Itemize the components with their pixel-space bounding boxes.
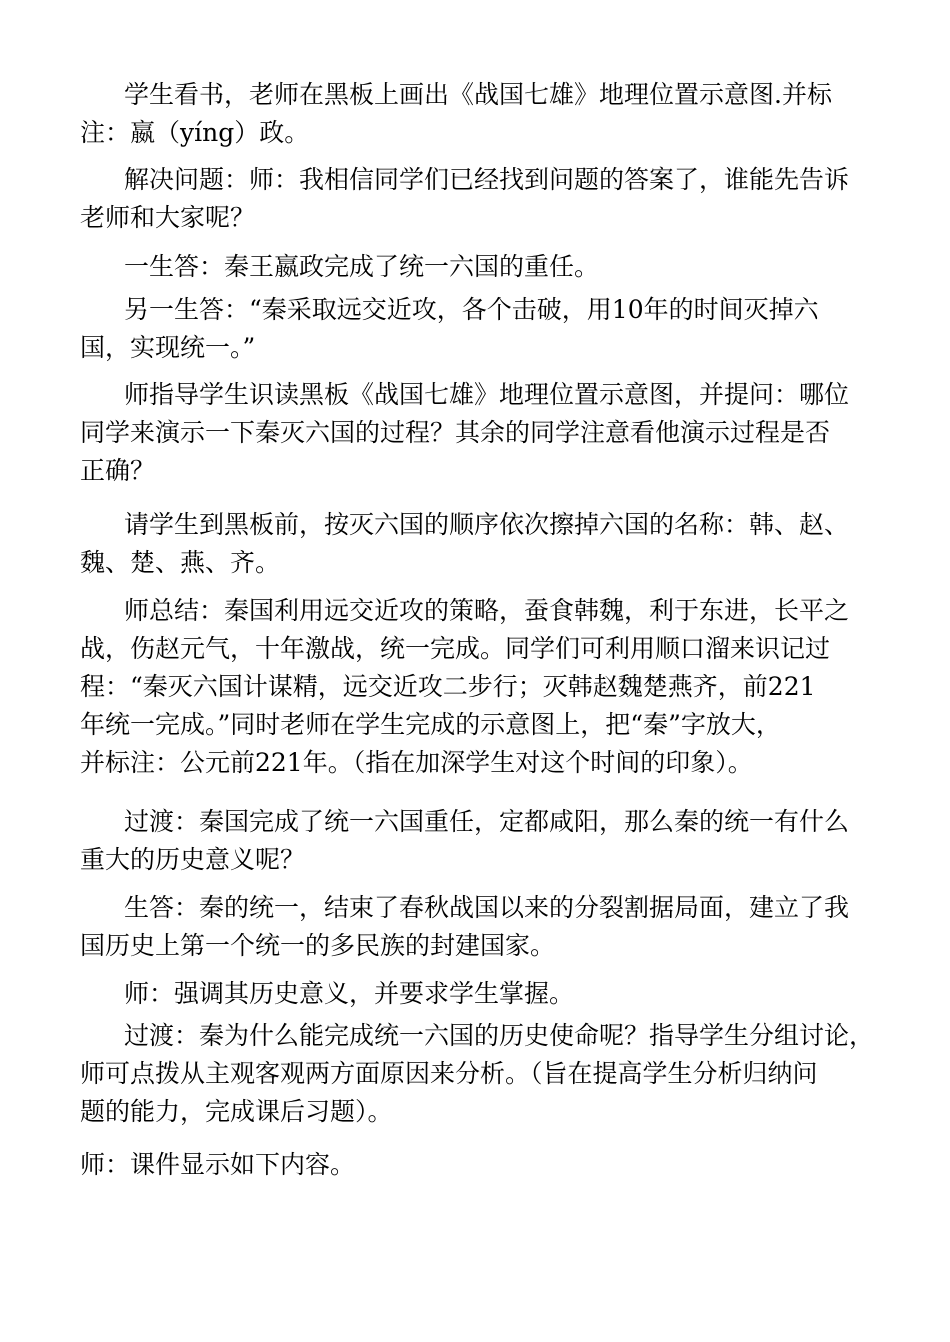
text-line: 正确？ [80,456,156,485]
text-line: 一生答：秦王嬴政完成了统一六国的重任。 [124,252,600,281]
paragraph-student-answer-1 [80,248,880,286]
text-line: 过渡：秦国完成了统一六国重任，定都咸阳，那么秦的统一有什么 [124,807,850,836]
paragraph-transition-significance [80,803,880,879]
paragraph-solve-question [80,161,880,237]
text-line: 另一生答：“秦采取远交近攻，各个击破，用10年的时间灭掉六 [124,295,819,324]
text-line: 同学来演示一下秦灭六国的过程？其余的同学注意看他演示过程是否 [80,418,831,447]
text-line: 过渡：秦为什么能完成统一六国的历史使命呢？指导学生分组讨论， [124,1021,875,1050]
text-line: 程：“秦灭六国计谋精，远交近攻二步行；灭韩赵魏楚燕齐，前221 [80,672,816,701]
text-line: 生答：秦的统一，结束了春秋战国以来的分裂割据局面，建立了我 [124,893,850,922]
text-line: 解决问题：师：我相信同学们已经找到问题的答案了，谁能先告诉 [124,165,850,194]
paragraph-teacher-summary [80,592,880,782]
text-line: 老师和大家呢？ [80,203,256,232]
text-line: 国历史上第一个统一的多民族的封建国家。 [80,931,556,960]
paragraph-student-significance [80,889,880,965]
text-line: 注：嬴（yíng）政。 [80,118,310,147]
text-line: 并标注：公元前221年。（指在加深学生对这个时间的印象）。 [80,748,753,777]
text-line: 师总结：秦国利用远交近攻的策略，蚕食韩魏，利于东进，长平之 [124,596,850,625]
text-line: 题的能力，完成课后习题）。 [80,1097,393,1126]
text-line: 魏、楚、燕、齐。 [80,548,281,577]
paragraph-blackboard-map [80,76,880,152]
text-line: 战，伤赵元气，十年激战，统一完成。同学们可利用顺口溜来识记过 [80,634,831,663]
paragraph-teacher-guide [80,376,880,490]
text-line: 国，实现统一。” [80,333,256,362]
paragraph-teacher-emphasis [80,975,880,1013]
paragraph-student-answer-2 [80,291,880,367]
text-line: 年统一完成。”同时老师在学生完成的示意图上，把“秦”字放大， [80,710,781,739]
text-line: 重大的历史意义呢？ [80,845,306,874]
text-line: 师可点拨从主观客观两方面原因来分析。（旨在提高学生分析归纳问 [80,1059,818,1088]
text-line: 师：课件显示如下内容。 [80,1150,356,1179]
text-line: 师指导学生识读黑板《战国七雄》地理位置示意图，并提问：哪位 [124,380,850,409]
paragraph-transition-discussion [80,1017,880,1131]
text-line: 学生看书，老师在黑板上画出《战国七雄》地理位置示意图.并标 [124,80,832,109]
text-line: 请学生到黑板前，按灭六国的顺序依次擦掉六国的名称：韩、赵、 [124,510,850,539]
paragraph-erase-states [80,506,880,582]
paragraph-courseware [80,1146,880,1184]
text-line: 师：强调其历史意义，并要求学生掌握。 [124,979,575,1008]
